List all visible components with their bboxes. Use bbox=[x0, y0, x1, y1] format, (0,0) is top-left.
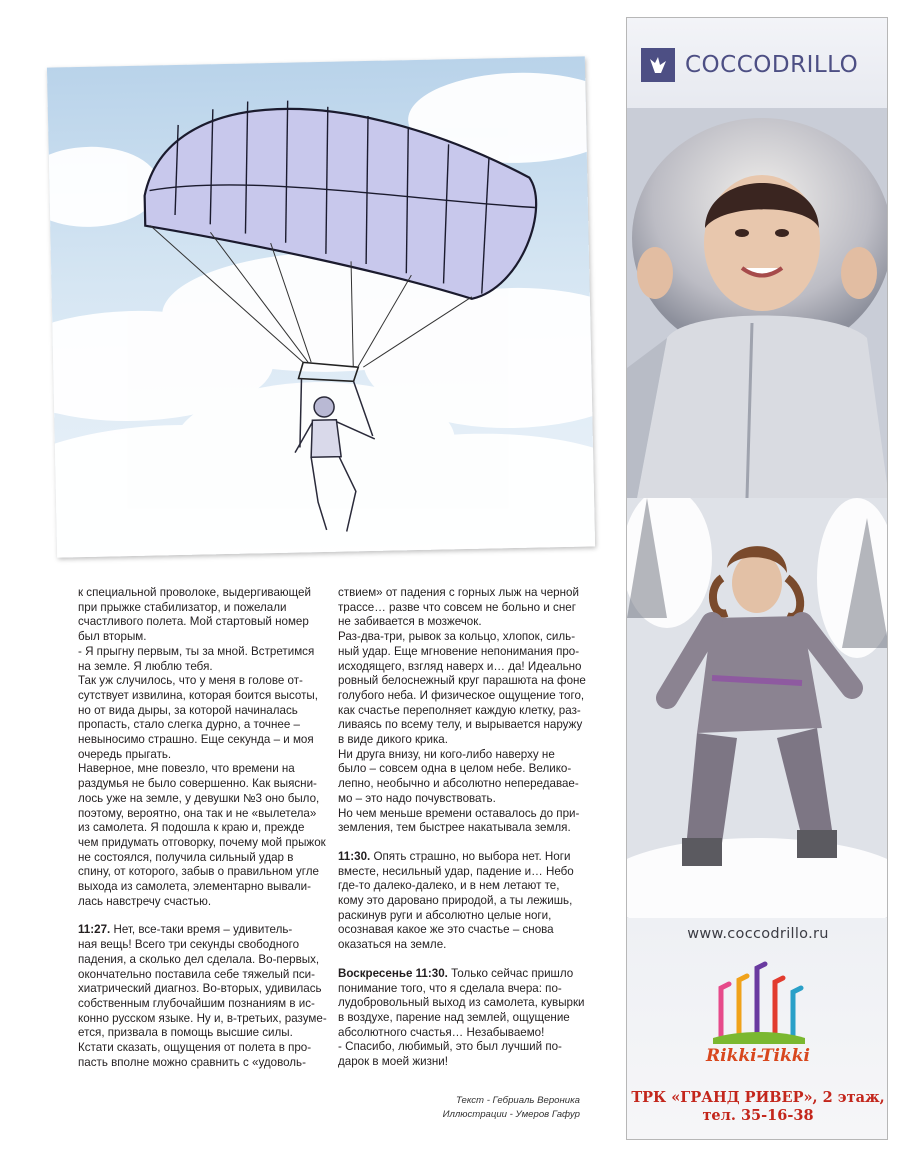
coccodrillo-logo bbox=[641, 48, 858, 82]
time-heading: 11:27. bbox=[78, 923, 111, 937]
article-credits bbox=[400, 1094, 580, 1122]
time-heading: Воскресенье 11:30. bbox=[338, 966, 448, 980]
girl-in-snow-photo bbox=[627, 498, 888, 918]
crocodile-icon bbox=[641, 48, 675, 82]
rikki-tikki-giraffes-logo bbox=[709, 958, 807, 1046]
article-paragraph bbox=[78, 923, 334, 1070]
girl-in-fur-hood-photo bbox=[627, 108, 888, 498]
article-paragraph bbox=[338, 967, 594, 1070]
paragraph-text: Опять страшно, но выбора нет. Ноги вместе, несильный удар, падение и… Небо где-то далеко-далеко, и в нем летают те, кому это даровано природой, а ты лежишь, раскинув руги и абсолютно целые ноги, осознавая какое же это счастье – снова оказаться на земле. bbox=[338, 849, 574, 952]
article-paragraph bbox=[338, 850, 594, 953]
illustrator-credit: Иллюстрации - Умеров Гафур bbox=[442, 1109, 580, 1120]
article-column-1 bbox=[78, 586, 334, 1071]
article-paragraph: ствием» от падения с горных лыж на черной трассе… разве что совсем не больно и снег не забивается в мозжечок. Раз-два-три, рывок за кольцо, хлопок, силь- ный удар. Еще мгновение непонимания про- исходящего, взгляд наверх и… да! Идеально ровный белоснежный круг парашюта на фоне голубого неба. И физическое ощущение того, как счастье переполняет каждую клетку, раз- ливаясь по всему телу, и вырывается наружу в виде дикого крика. Ни друга внизу, ни кого-либо наверху не было – совсем одна в целом небе. Велико- лепно, необычно и абсолютно непередавае- мо – это надо почувствовать. Но чем меньше времени оставалось до при- земления, тем быстрее накатывала земля. bbox=[338, 586, 586, 835]
time-heading: 11:30. bbox=[338, 849, 371, 863]
phone-line: тел. 35-16-38 bbox=[702, 1107, 814, 1124]
author-credit: Текст - Гебриаль Вероника bbox=[455, 1095, 580, 1106]
coccodrillo-website-link[interactable]: www.coccodrillo.ru bbox=[687, 926, 829, 942]
article-column-2 bbox=[338, 586, 594, 1070]
coccodrillo-advertisement[interactable] bbox=[626, 17, 888, 1140]
brand-name: COCCODRILLO bbox=[685, 52, 859, 78]
paragraph-text: Нет, все-таки время – удивитель- ная вещь! Всего три секунды свободного падения, а сколько дел сделала. Во-первых, окончательно поставила себе тяжелый пси- хиатрический диагноз. Во-вторых, удивилась собственным глубочайшим познаниям в ис- конно русском языке. Ну и, в-третьих, разуме- ется, призвала в помощь высшие силы. Кстати сказать, ощущения от полета в про- пасть вполне можно сравнить с «удоволь- bbox=[78, 923, 327, 1069]
parachute-illustration bbox=[47, 56, 595, 557]
address-line: ТРК «ГРАНД РИВЕР», 2 этаж, bbox=[631, 1089, 885, 1106]
parachute-drawing bbox=[47, 56, 595, 557]
article-paragraph: к специальной проволоке, выдергивающей при прыжке стабилизатор, и пожелали счастливого полета. Мой стартовый номер был вторым. - Я прыгну первым, ты за мной. Встретимся на земле. Я люблю тебя. Так уж случилось, что у меня в голове от- сутствует извилина, которая боится высоты, но от вида дыры, за которой начиналась пропасть, стало слегка дурно, а точнее – невыносимо страшно. Еще секунда – и моя очередь прыгать. Наверное, мне повезло, что времени на раздумья не было совершенно. Как выясни- лось уже на земле, у девушки №3 оно было, поэтому, вероятно, она так и не «вылетела» из самолета. Я подошла к краю и, прежде чем придумать отговорку, почему мой прыжок не состоялся, получила сильный удар в спину, от которого, забыв о правильном угле выхода из самолета, элементарно вывали- лась навстречу счастью. bbox=[78, 586, 326, 908]
store-address bbox=[627, 1089, 888, 1125]
paragraph-text: Только сейчас пришло понимание того, что я сделала вчера: по- лудобровольный выход из самолета, кувырки в воздухе, парение над землей, ощущение абсолютного счастья… Незабываемо! - Спасибо, любимый, это был лучший по- дарок в моей жизни! bbox=[338, 966, 585, 1069]
rikki-tikki-store-name: Rikki-Tikki bbox=[706, 1046, 810, 1066]
